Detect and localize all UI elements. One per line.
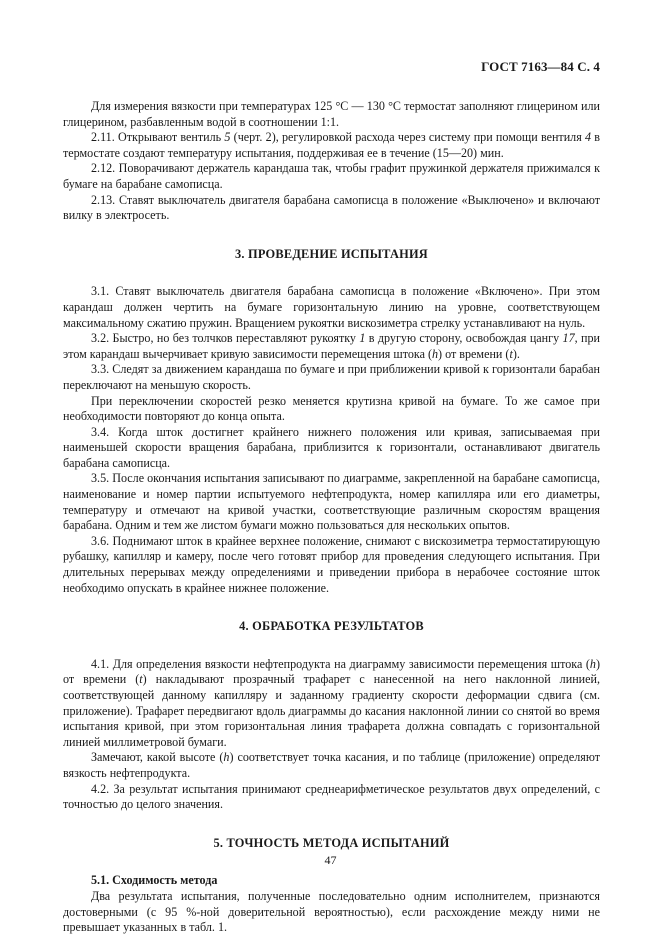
paragraph-2-12: 2.12. Поворачивают держатель карандаша так, чтобы графит пружинкой держателя прижимался к бумаге на барабане самописца. xyxy=(63,161,600,191)
paragraph-2-13: 2.13. Ставят выключатель двигателя барабана самописца в положение «Выключено» и включают вилку в электросеть. xyxy=(63,192,600,223)
document-body xyxy=(63,99,600,936)
paragraph-3-2: 3.2. Быстро, но без толчков переставляют рукоятку 1 в другую сторону, освобождая цангу 17, при этом карандаш вычерчивает кривую зависимости перемещения штока (h) от времени (t). xyxy=(63,331,600,361)
running-header: ГОСТ 7163—84 С. 4 xyxy=(481,59,600,74)
paragraph-3-3: 3.3. Следят за движением карандаша по бумаге и при приближении кривой к горизонтали барабан переключают на меньшую скорость. xyxy=(63,362,600,392)
paragraph-4-2: 4.2. За результат испытания принимают среднеарифметическое результатов двух определений, с точностью до целого значения. xyxy=(63,781,600,812)
paragraph-3-5: 3.5. После окончания испытания записывают по диаграмме, закрепленной на барабане самописца, наименование и номер партии испытуемого нефтепродукта, номер капилляра или его диаметры, температуру и отмечают на кривой участки, соответствующие различным скоростям вращения барабана. Одним и тем же листом бумаги можно пользоваться для нескольких опытов. xyxy=(63,471,600,533)
section-title-4: 4. ОБРАБОТКА РЕЗУЛЬТАТОВ xyxy=(239,619,424,634)
paragraph-3-3-note: При переключении скоростей резко меняется крутизна кривой на бумаге. То же самое при необходимости повторяют до конца опыта. xyxy=(63,393,600,424)
paragraph-glycerin: Для измерения вязкости при температурах 125 °С — 130 °С термостат заполняют глицерином или глицерином, разбавленным водой в соотношении 1:1. xyxy=(63,99,600,129)
paragraph-5-1: Два результата испытания, полученные последовательно одним исполнителем, признаются достоверными (с 95 %-ной доверительной вероятностью), если расхождение между ними не превышает указанных в табл. 1. xyxy=(63,888,600,935)
section-title-3: 3. ПРОВЕДЕНИЕ ИСПЫТАНИЯ xyxy=(235,246,428,261)
paragraph-3-4: 3.4. Когда шток достигнет крайнего нижнего положения или кривая, записываемая при наименьшей скорости вращения барабана, приблизится к горизонтали, останавливают двигатель барабана самописца. xyxy=(63,424,600,470)
paragraph-3-1: 3.1. Ставят выключатель двигателя барабана самописца в положение «Включено». При этом карандаш должен чертить на бумаге горизонтальную линию на уровне, соответствующем максимальному сжатию пружин. Вращением рукоятки вискозиметра стрелку устанавливают на нуль. xyxy=(63,284,600,330)
section-title-5: 5. ТОЧНОСТЬ МЕТОДА ИСПЫТАНИЙ xyxy=(213,835,450,850)
page-number: 47 xyxy=(324,853,337,867)
paragraph-4-1-note: Замечают, какой высоте (h) соответствует точка касания, и по таблице (приложение) определяют вязкость нефтепродукта. xyxy=(63,750,600,780)
paragraph-2-11: 2.11. Открывают вентиль 5 (черт. 2), регулировкой расхода через систему при помощи вентиля 4 в термостате создают температуру испытания, поддерживая ее в течение (15—20) мин. xyxy=(63,130,601,160)
subsection-title-5-1: 5.1. Сходимость метода xyxy=(91,873,218,888)
paragraph-3-6: 3.6. Поднимают шток в крайнее верхнее положение, снимают с вискозиметра термостатирующую рубашку, капилляр и камеру, после чего готовят прибор для проведения следующего испытания. При длительных перерывах между определениями и приведении прибора в нерабочее состояние шток необходимо опускать в крайнее нижнее положение. xyxy=(63,533,600,595)
paragraph-4-1: 4.1. Для определения вязкости нефтепродукта на диаграмму зависимости перемещения штока (h) от времени (t) накладывают прозрачный трафарет с нанесенной на него наклонной линией, соответствующей данному капилляру и заданному градиенту скорости деформации сдвига (см. приложение). Трафарет передвигают вдоль диаграммы до касания наклонной линии со снятой во время испытания кривой, при этом горизонтальная линия трафарета должна совпадать с горизонтальной линией миллиметровой бумаги. xyxy=(63,656,601,749)
